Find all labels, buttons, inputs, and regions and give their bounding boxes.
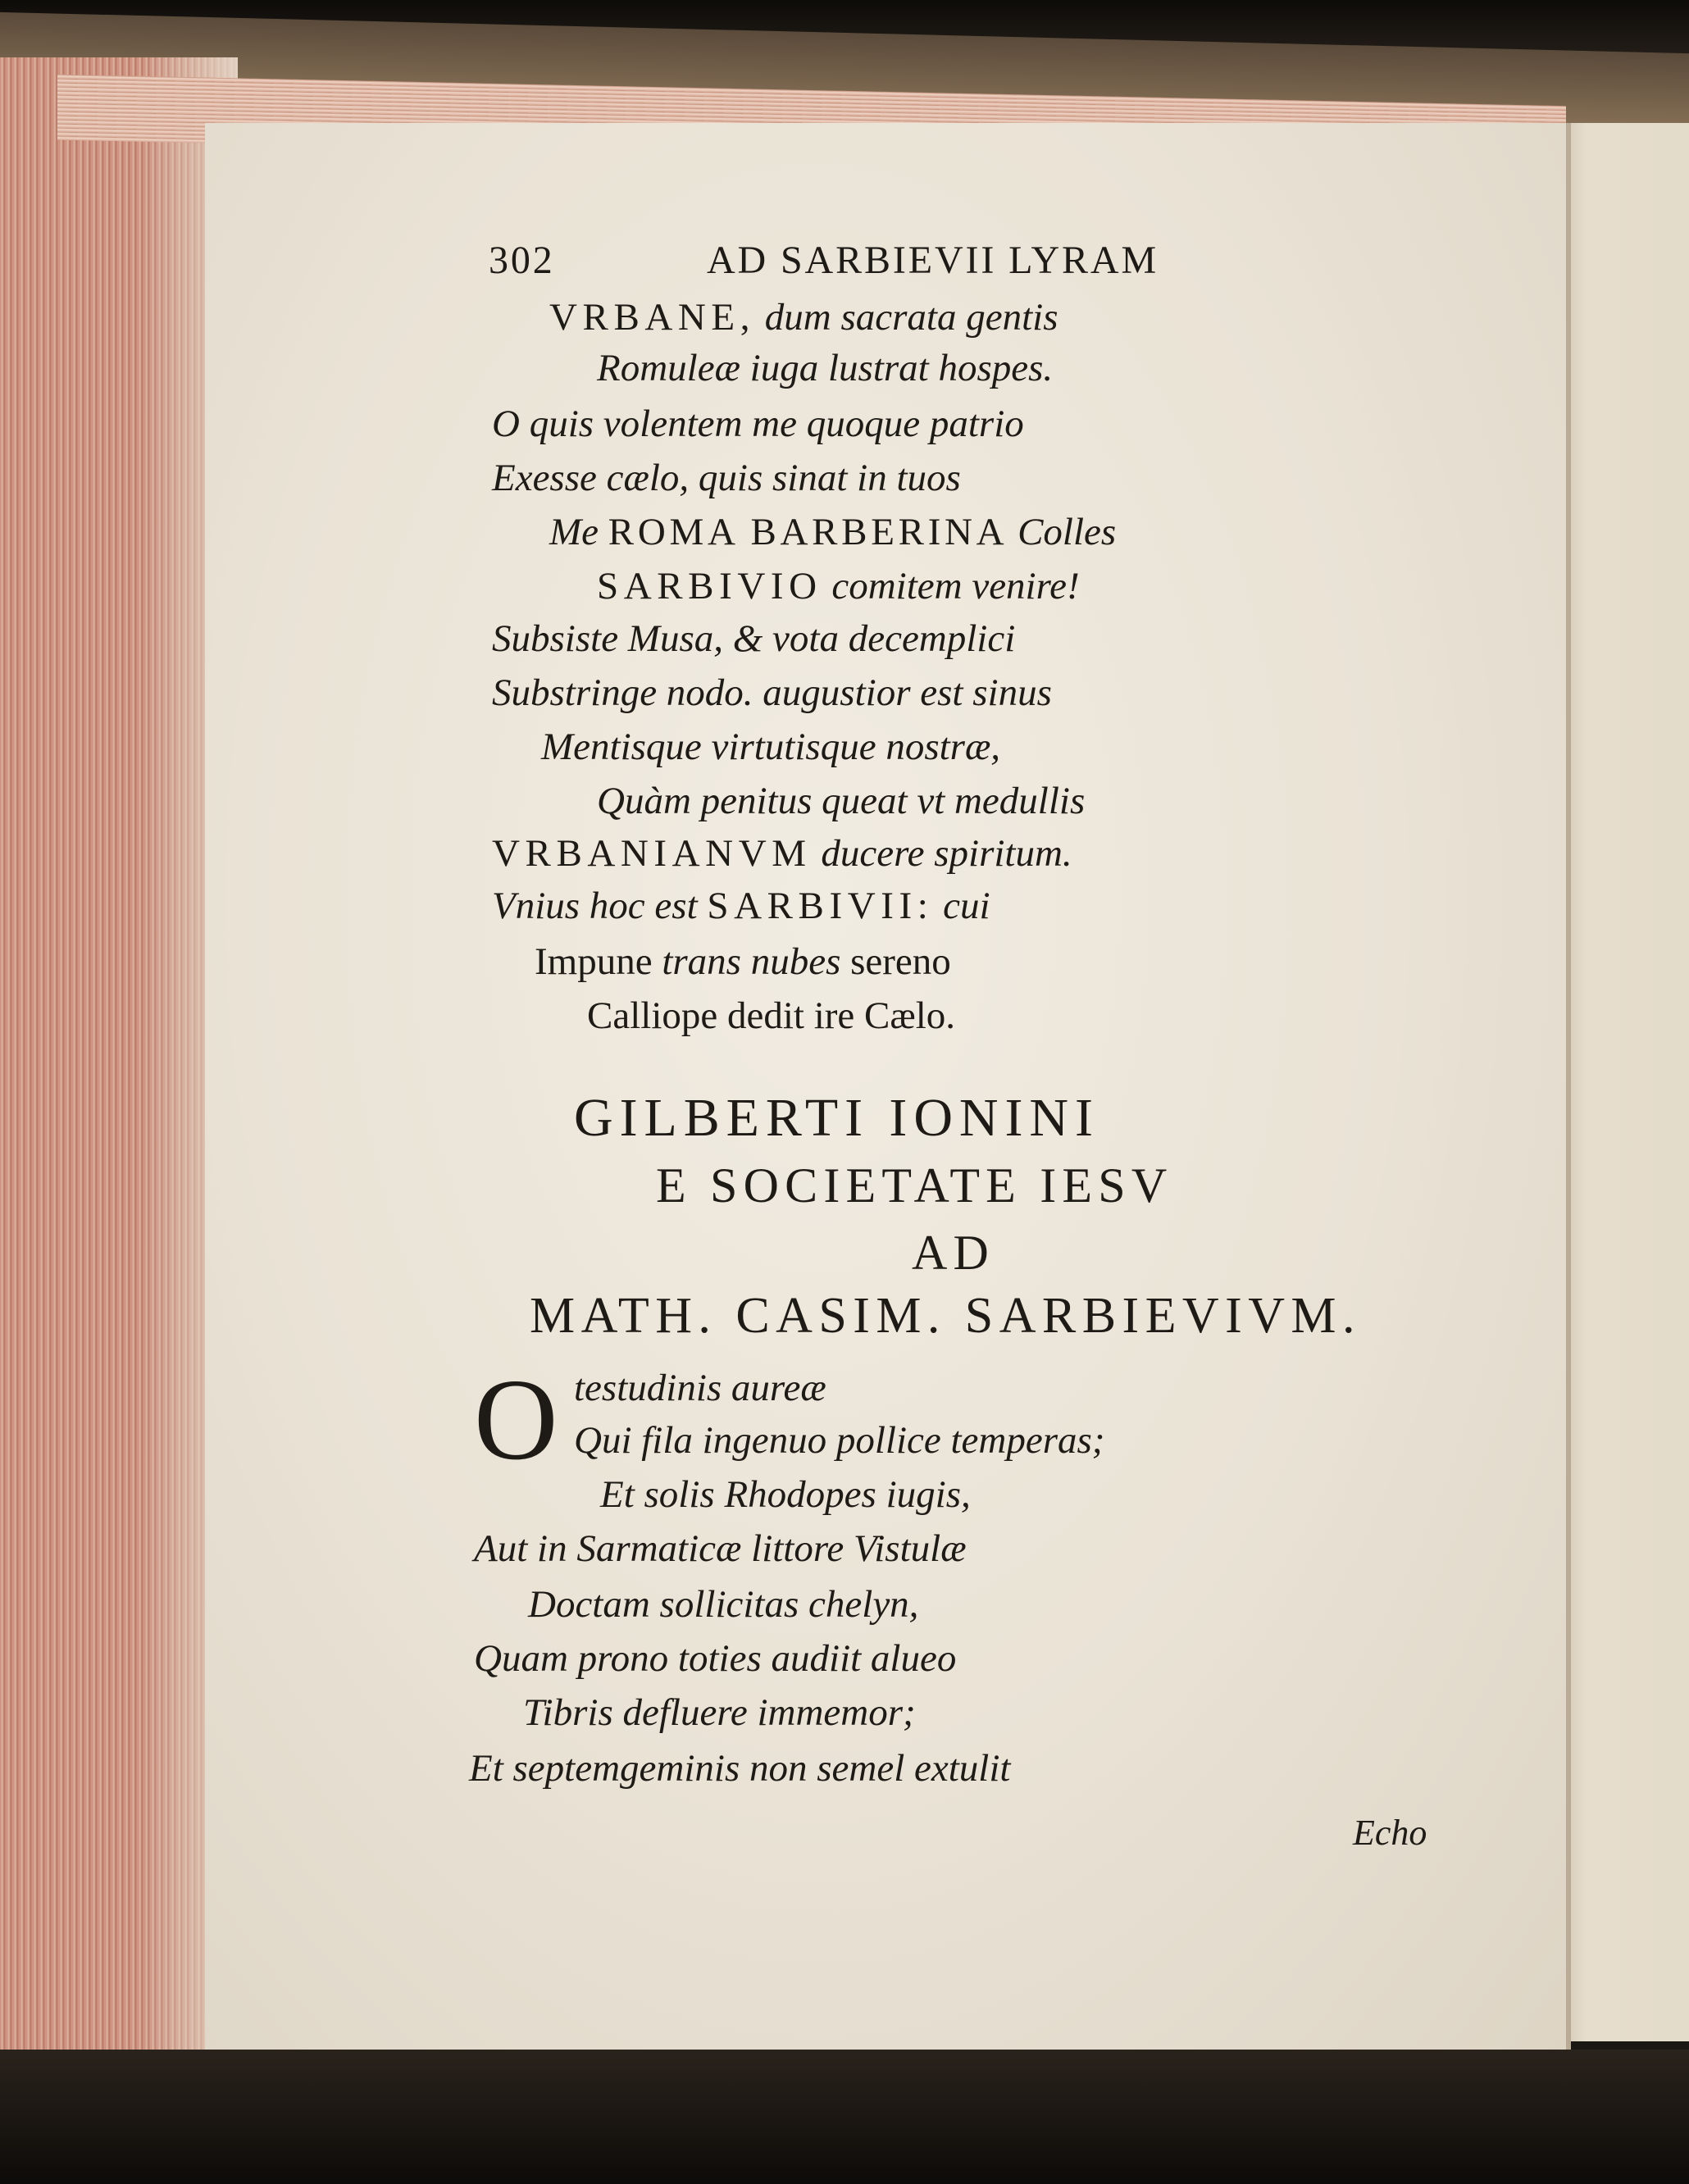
poem2-line-4: Aut in Sarmaticæ littore Vistulæ (474, 1527, 967, 1570)
poem1-line-6: SARBIVIO comitem venire! (597, 565, 1080, 607)
heading-society: E SOCIETATE IESV (656, 1158, 1173, 1213)
poem2-line-3: Et solis Rhodopes iugis, (600, 1473, 971, 1516)
poem2-line-6: Quam prono toties audiit alueo (474, 1637, 957, 1680)
poem2-line-1: testudinis aureæ (574, 1367, 826, 1409)
poem2-line-2: Qui fila ingenuo pollice temperas; (574, 1419, 1105, 1462)
heading-ad: AD (912, 1226, 995, 1280)
poem1-line-10: Quàm penitus queat vt medullis (597, 780, 1086, 822)
poem1-line-13: Impune trans nubes sereno (535, 940, 951, 983)
poem1-line-11: VRBANIANVM ducere spiritum. (492, 832, 1072, 875)
heading-author: GILBERTI IONINI (574, 1088, 1099, 1148)
catchword: Echo (1353, 1813, 1427, 1853)
running-head: AD SARBIEVII LYRAM (707, 239, 1159, 282)
poem1-line-4: Exesse cælo, quis sinat in tuos (492, 457, 961, 499)
poem1-line-12: Vnius hoc est SARBIVII: cui (492, 885, 990, 927)
poem2-line-7: Tibris defluere immemor; (523, 1691, 916, 1734)
poem1-line-5: Me ROMA BARBERINA Colles (549, 511, 1117, 553)
poem1-line-3: O quis volentem me quoque patrio (492, 403, 1024, 445)
poem1-line-14: Calliope dedit ire Cælo. (587, 994, 956, 1037)
drop-cap: O (474, 1354, 558, 1484)
poem1-line-9: Mentisque virtutisque nostræ, (541, 726, 1001, 768)
background-bottom (0, 2050, 1689, 2184)
poem1-line-8: Substringe nodo. augustior est sinus (492, 671, 1052, 714)
page-edges-left (0, 57, 238, 2066)
page-number: 302 (489, 239, 555, 282)
poem1-line-1: VRBANE, dum sacrata gentis (549, 296, 1058, 339)
poem1-line-7: Subsiste Musa, & vota decemplici (492, 617, 1016, 660)
poem1-line-2: Romuleæ iuga lustrat hospes. (597, 347, 1054, 389)
heading-addressee: MATH. CASIM. SARBIEVIVM. (530, 1288, 1361, 1344)
poem2-line-8: Et septemgeminis non semel extulit (469, 1747, 1011, 1790)
poem2-line-5: Doctam sollicitas chelyn, (528, 1583, 919, 1626)
